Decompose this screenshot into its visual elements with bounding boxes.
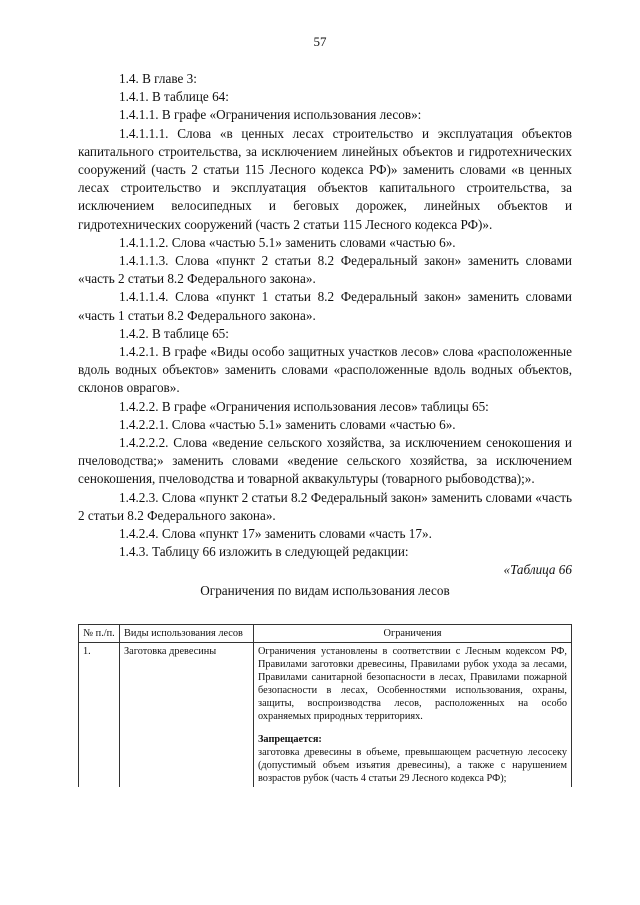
restrictions-text: Ограничения установлены в соответствии с Лесным кодексом РФ, Правилами заготовки древесины, Правилами рубок ухода за лесами, Правилами санитарной безопасности в лесах, Правилами пожарной безопасности в лесах, Особенностями использования, охраны, защиты, воспроизводства лесов, расположенных на особо охраняемых природных территориях. [258, 646, 567, 722]
document-body [78, 70, 572, 600]
paragraph: 1.4.1.1.1. Слова «в ценных лесах строительство и эксплуатация объектов капитального строительства, за исключением линейных объектов и гидротехнических сооружений (часть 2 статьи 115 Лесного кодекса РФ)» заменить словами «в ценных лесах строительство и эксплуатация объектов капитального строительства, за исключением велосипедных и беговых дорожек, линейных объектов и гидротехнических сооружений (часть 2 статьи 115 Лесного кодекса РФ)». [78, 125, 572, 232]
paragraph: 1.4.2.2.2. Слова «ведение сельского хозяйства, за исключением сенокошения и пчеловодства;» заменить словами «ведение сельского хозяйства, за исключением сенокошения, пчеловодства и товарной аквакультуры (товарного рыбоводства);». [78, 435, 572, 487]
paragraph: 1.4.3. Таблицу 66 изложить в следующей редакции: [119, 544, 409, 560]
table-caption: «Таблица 66 [503, 562, 572, 578]
paragraph: 1.4.1.1.3. Слова «пункт 2 статьи 8.2 Федеральный закон» заменить словами «часть 2 статьи 8.2 Федерального закона». [78, 253, 572, 287]
row-restrictions [254, 643, 572, 788]
paragraph: 1.4.1.1. В графе «Ограничения использования лесов»: [119, 107, 422, 123]
paragraph: 1.4.2.1. В графе «Виды особо защитных участков лесов» слова «расположенные вдоль водных объектов» заменить словами «расположенные вдоль водных объектов, склонов оврагов». [78, 344, 572, 396]
paragraph: 1.4. В главе 3: [119, 71, 197, 86]
forbidden-label: Запрещается: [258, 734, 322, 745]
row-number: 1. [79, 643, 120, 788]
row-usage-kind: Заготовка древесины [120, 643, 254, 788]
paragraph: 1.4.2.2. В графе «Ограничения использования лесов» таблицы 65: [119, 398, 489, 414]
page-number: 57 [313, 34, 327, 49]
paragraph: 1.4.2.4. Слова «пункт 17» заменить словами «часть 17». [119, 526, 432, 542]
table-row [79, 643, 572, 788]
table-title: Ограничения по видам использования лесов [200, 582, 450, 598]
header-number: № п./п. [79, 625, 120, 643]
paragraph: 1.4.1.1.4. Слова «пункт 1 статьи 8.2 Федеральный закон» заменить словами «часть 1 статьи 8.2 Федерального закона». [78, 289, 572, 323]
paragraph: 1.4.2.2.1. Слова «частью 5.1» заменить словами «частью 6». [119, 416, 456, 432]
paragraph: 1.4.2. В таблице 65: [119, 325, 229, 341]
paragraph: 1.4.1.1.2. Слова «частью 5.1» заменить словами «частью 6». [119, 234, 456, 250]
header-restrictions: Ограничения [254, 625, 572, 643]
header-usage-kind: Виды использования лесов [120, 625, 254, 643]
table-header-row [79, 625, 572, 643]
restrictions-table [78, 624, 572, 787]
forbidden-text: заготовка древесины в объеме, превышающем расчетную лесосеку (допустимый объем изъятия древесины), а также с нарушением возрастов рубок (часть 4 статьи 29 Лесного кодекса РФ); [258, 747, 567, 784]
paragraph: 1.4.2.3. Слова «пункт 2 статьи 8.2 Федеральный закон» заменить словами «часть 2 статьи 8.2 Федерального закона». [78, 489, 572, 523]
paragraph: 1.4.1. В таблице 64: [119, 89, 229, 105]
